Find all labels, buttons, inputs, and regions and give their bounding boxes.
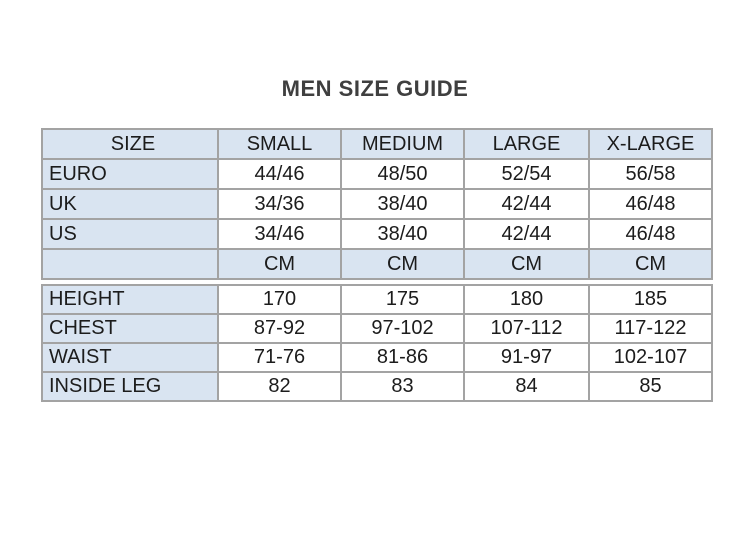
cell: 42/44 <box>464 189 589 219</box>
cell: 38/40 <box>341 219 464 249</box>
cell: 175 <box>341 285 464 314</box>
cell: 71-76 <box>218 343 341 372</box>
cell: 107-112 <box>464 314 589 343</box>
column-header-small: SMALL <box>218 129 341 159</box>
table-row-euro <box>42 159 712 189</box>
table-row-chest <box>42 314 712 343</box>
size-conversion-table <box>41 128 713 280</box>
cell: 180 <box>464 285 589 314</box>
column-header-medium: MEDIUM <box>341 129 464 159</box>
cell: 46/48 <box>589 219 712 249</box>
row-label: CHEST <box>42 314 218 343</box>
cell: 34/46 <box>218 219 341 249</box>
table-header-row <box>42 129 712 159</box>
cell: 83 <box>341 372 464 401</box>
row-label: EURO <box>42 159 218 189</box>
cell: 117-122 <box>589 314 712 343</box>
size-guide <box>41 128 711 402</box>
row-label-blank <box>42 249 218 279</box>
table-row-uk <box>42 189 712 219</box>
cell: 84 <box>464 372 589 401</box>
page-title: MEN SIZE GUIDE <box>281 76 469 101</box>
unit-cell: CM <box>464 249 589 279</box>
column-header-size: SIZE <box>42 129 218 159</box>
cell: 38/40 <box>341 189 464 219</box>
cell: 46/48 <box>589 189 712 219</box>
column-header-xlarge: X-LARGE <box>589 129 712 159</box>
unit-cell: CM <box>341 249 464 279</box>
cell: 185 <box>589 285 712 314</box>
cell: 97-102 <box>341 314 464 343</box>
cell: 42/44 <box>464 219 589 249</box>
cell: 91-97 <box>464 343 589 372</box>
row-label: UK <box>42 189 218 219</box>
row-label: WAIST <box>42 343 218 372</box>
cell: 82 <box>218 372 341 401</box>
cell: 56/58 <box>589 159 712 189</box>
table-row-units <box>42 249 712 279</box>
cell: 52/54 <box>464 159 589 189</box>
cell: 85 <box>589 372 712 401</box>
cell: 170 <box>218 285 341 314</box>
table-row-us <box>42 219 712 249</box>
row-label: INSIDE LEG <box>42 372 218 401</box>
table-row-inside-leg <box>42 372 712 401</box>
cell: 102-107 <box>589 343 712 372</box>
cell: 48/50 <box>341 159 464 189</box>
cell: 87-92 <box>218 314 341 343</box>
table-row-waist <box>42 343 712 372</box>
column-header-large: LARGE <box>464 129 589 159</box>
unit-cell: CM <box>218 249 341 279</box>
row-label: US <box>42 219 218 249</box>
cell: 44/46 <box>218 159 341 189</box>
body-measurements-table <box>41 284 713 402</box>
cell: 34/36 <box>218 189 341 219</box>
table-row-height <box>42 285 712 314</box>
row-label: HEIGHT <box>42 285 218 314</box>
cell: 81-86 <box>341 343 464 372</box>
unit-cell: CM <box>589 249 712 279</box>
